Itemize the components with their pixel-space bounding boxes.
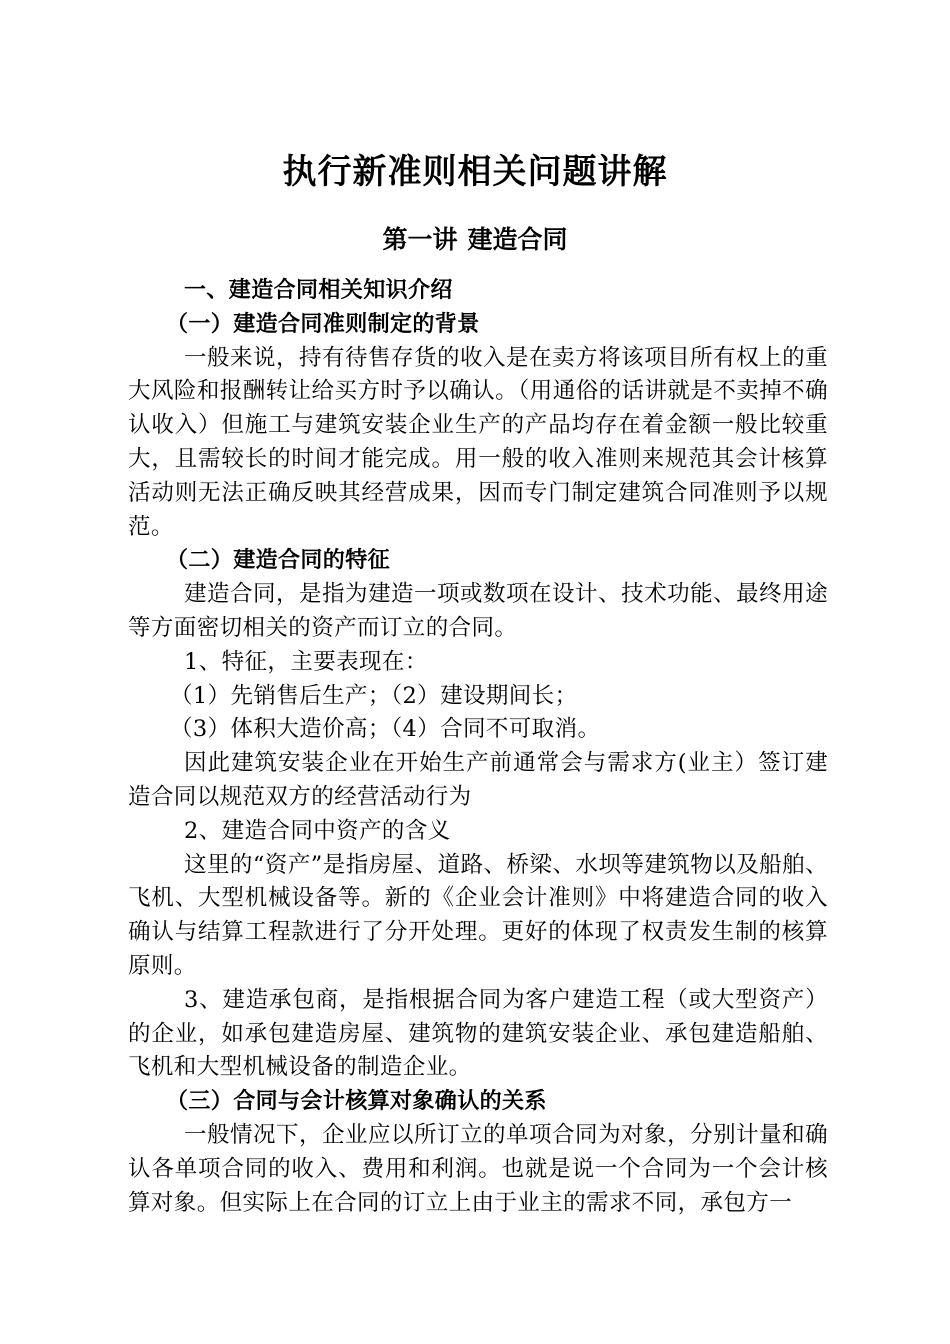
- list-point: 2、建造合同中资产的含义: [184, 817, 451, 844]
- paragraph: 3、建造承包商，是指根据合同为客户建造工程（或大型资产）的企业，如承包建造房屋、建筑物的建筑安装企业、承包建造船舶、飞机和大型机械设备的制造企业。: [128, 986, 828, 1081]
- paragraph: 一般情况下，企业应以所订立的单项合同为对象，分别计量和确认各单项合同的收入、费用和利润。也就是说一个合同为一个会计核算对象。但实际上在合同的订立上由于业主的需求不同，承包方一: [128, 1121, 828, 1216]
- document-title: 执行新准则相关问题讲解: [282, 152, 668, 192]
- lecture-number: 第一讲: [382, 225, 458, 254]
- lecture-heading: [0, 222, 950, 258]
- subsection-heading: （二）建造合同的特征: [166, 548, 391, 574]
- paragraph: 一般来说，持有待售存货的收入是在卖方将该项目所有权上的重大风险和报酬转让给买方时予以确认。（用通俗的话讲就是不卖掉不确认收入）但施工与建筑安装企业生产的产品均存在着金额一般比较重大，且需较长的时间才能完成。用一般的收入准则来规范其会计核算活动则无法正确反映其经营成果，因而专门制定建筑合同准则予以规范。: [128, 344, 828, 540]
- list-point: 1、特征，主要表现在：: [184, 648, 428, 675]
- paragraph: 这里的“资产”是指房屋、道路、桥梁、水坝等建筑物以及船舶、飞机、大型机械设备等。新的《企业会计准则》中将建造合同的收入确认与结算工程款进行了分开处理。更好的体现了权责发生制的核算原则。: [128, 851, 828, 979]
- lecture-topic: 建造合同: [467, 225, 568, 254]
- feature-line: （1）先销售后生产；（2）建设期间长；: [170, 682, 578, 709]
- document-body: [128, 274, 828, 1220]
- subsection-heading: （三）合同与会计核算对象确认的关系: [166, 1089, 547, 1115]
- feature-line: （3）体积大造价高；（4）合同不可取消。: [170, 716, 601, 743]
- paragraph: 建造合同，是指为建造一项或数项在设计、技术功能、最终用途等方面密切相关的资产而订立的合同。: [128, 581, 828, 641]
- subsection-heading: （一）建造合同准则制定的背景: [166, 311, 480, 337]
- section-heading: 一、建造合同相关知识介绍: [184, 278, 453, 303]
- paragraph: 因此建筑安装企业在开始生产前通常会与需求方(业主）签订建造合同以规范双方的经营活动行为: [128, 750, 828, 810]
